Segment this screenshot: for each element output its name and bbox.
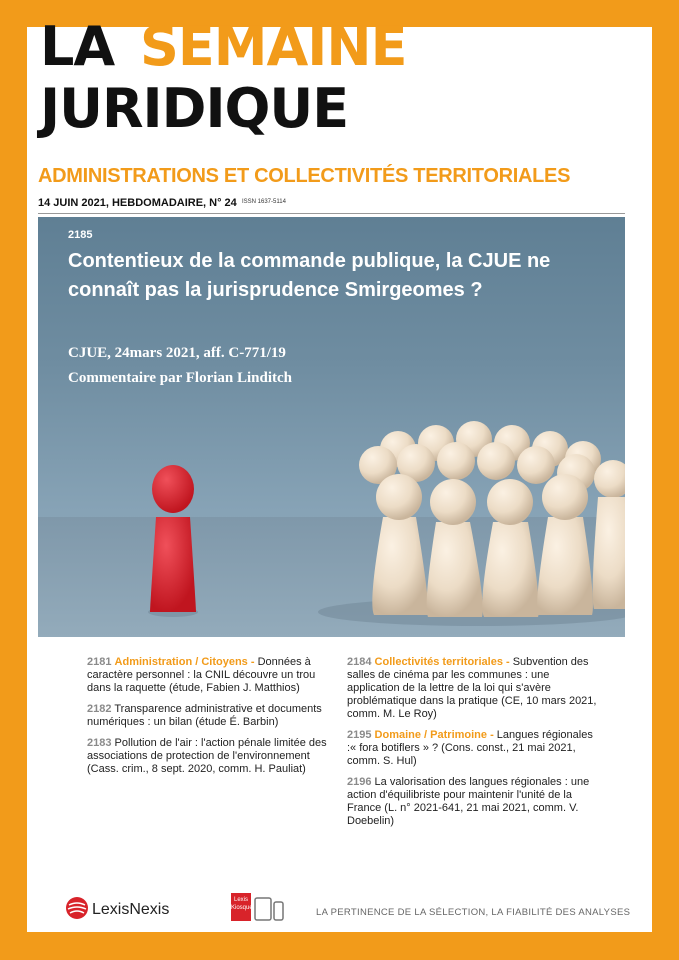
toc-entry[interactable] [347, 776, 597, 828]
toc-text: Données à caractère personnel : la CNIL découvre un trou dans la raquette (étude, Fabien J. Matthios) [87, 656, 316, 694]
article-title[interactable]: Contentieux de la commande publique, la CJUE ne connaît pas la jurisprudence Smirgeomes ? [68, 250, 551, 301]
toc-entry[interactable] [87, 656, 332, 695]
lexisnexis-logo-icon [65, 896, 89, 920]
masthead-semaine: SEMAINE [140, 15, 407, 78]
red-figurine [150, 465, 196, 612]
publisher-name: LexisNexis [92, 901, 170, 918]
toc-rubric: Collectivités territoriales - [374, 656, 510, 668]
masthead-la: LA [40, 15, 115, 78]
lexis-kiosque-icon: Lexis Kiosque [231, 893, 251, 921]
tagline: LA PERTINENCE DE LA SÉLECTION, LA FIABILITÉ DES ANALYSES [316, 907, 631, 918]
toc-text: Pollution de l'air : l'action pénale limitée des associations de protection de l'environnement (Cass. crim., 8 sept. 2020, comm. H. Pauliat) [87, 737, 327, 775]
issue-info: 14 JUIN 2021, HEBDOMADAIRE, N° 24 [38, 197, 237, 209]
toc-rubric: Administration / Citoyens - [114, 656, 255, 668]
wooden-figurines-crowd [359, 421, 625, 617]
article-author: Commentaire par Florian Linditch [68, 370, 293, 386]
toc-text: Subvention des salles de cinéma par les communes : une application de la lettre de la loi qui s'avère problématique dans la pratique (CE, 10 mars 2021, comm. M. Le Roy) [347, 656, 597, 720]
devices-icon [254, 896, 284, 922]
toc-entry[interactable] [347, 656, 597, 721]
toc-number: 2196 [347, 776, 372, 788]
toc-number: 2184 [347, 656, 372, 668]
masthead-juridique: JURIDIQUE [40, 77, 349, 140]
toc-right-column [347, 656, 597, 836]
issn: ISSN 1637-5114 [242, 199, 286, 205]
feature-article[interactable] [38, 217, 625, 637]
toc-text: Langues régionales :« fora botiflers » ? (Cons. const., 21 mai 2021, comm. S. Hul) [347, 729, 593, 767]
toc-text: La valorisation des langues régionales : une action d'équilibriste pour maintenir l'unité de la France (L. n° 2021-641, 21 mai 2021, comm. V. Doebelin) [347, 776, 590, 827]
toc-number: 2181 [87, 656, 112, 668]
toc-left-column [87, 656, 332, 784]
toc-rubric: Domaine / Patrimoine - [374, 729, 494, 741]
toc-number: 2182 [87, 703, 112, 715]
toc-number: 2195 [347, 729, 372, 741]
toc-text: Transparence administrative et documents numériques : un bilan (étude É. Barbin) [87, 703, 322, 728]
toc-entry[interactable] [347, 729, 597, 768]
journal-subtitle: ADMINISTRATIONS ET COLLECTIVITÉS TERRITORIALES [38, 165, 571, 187]
toc-entry[interactable] [87, 737, 332, 776]
article-number: 2185 [68, 229, 93, 241]
toc-entry[interactable] [87, 703, 332, 729]
divider [38, 213, 625, 214]
article-reference: CJUE, 24mars 2021, aff. C-771/19 [68, 345, 286, 361]
toc-number: 2183 [87, 737, 112, 749]
